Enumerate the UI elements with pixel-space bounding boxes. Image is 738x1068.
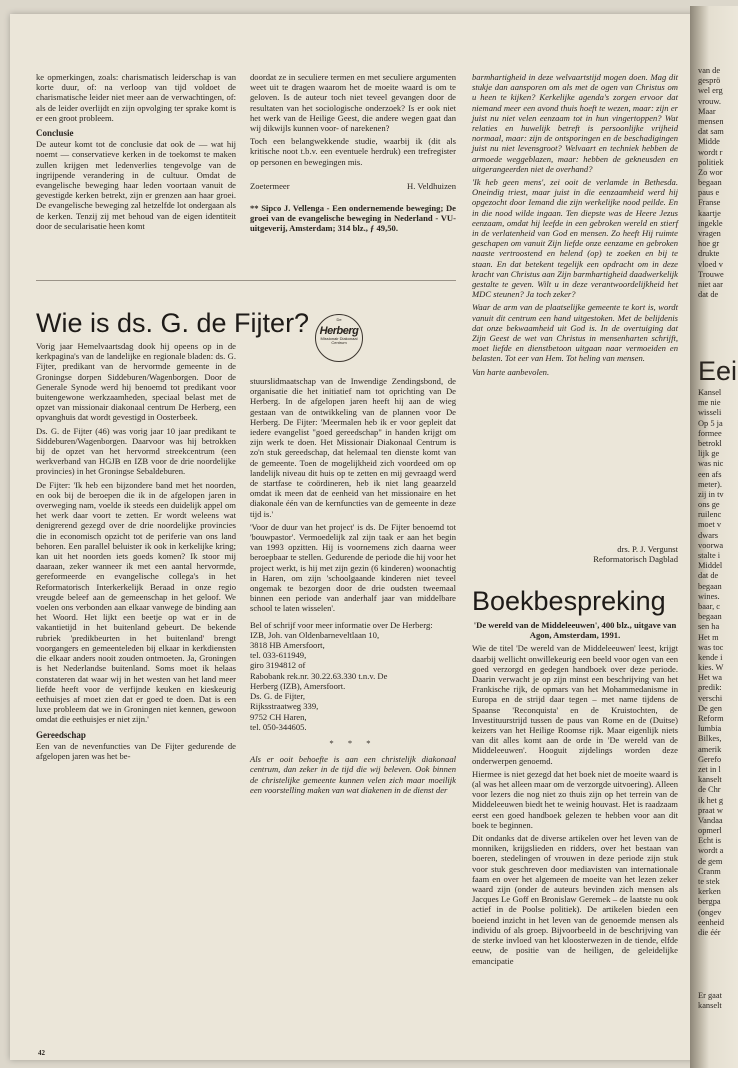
contact-line: Rijksstraatweg 339, xyxy=(250,701,319,712)
page-number: 42 xyxy=(38,1049,45,1057)
top-divider xyxy=(36,280,456,281)
subheading-gereedschap: Gereedschap xyxy=(36,729,86,740)
edge-text-fragment: vragen xyxy=(698,229,721,238)
edge-text-fragment: niet aar xyxy=(698,279,723,289)
contact-line: Ds. G. de Fijter, xyxy=(250,691,306,702)
col3-signature xyxy=(472,544,678,564)
contact-line: 9752 CH Haren, xyxy=(250,711,307,722)
edge-text-fragment: politiek xyxy=(698,157,724,167)
book-reference: ** Sipco J. Vellenga - Een ondernemende beweging; De groei van de evangelische beweging in Nederland - VU-uitgeverij, Amsterdam; 314 blz., ƒ 49,50. xyxy=(250,203,456,234)
edge-text-fragment: paus e xyxy=(698,188,720,198)
edge-text-fragment: Echt is xyxy=(698,836,722,846)
contact-line: tel. 033-611949, xyxy=(250,650,307,661)
edge-text-fragment: eenheid xyxy=(698,917,725,927)
edge-text-fragment: Vandaa xyxy=(698,815,723,825)
edge-text-fragment: ruilenc xyxy=(698,510,722,520)
edge-text-fragment: voorwa xyxy=(698,540,724,550)
edge-text-fragment: Middel xyxy=(698,561,723,571)
col3-paragraph-1: barmhartigheid in deze welvaartstijd mogen doen. Mag dit stukje dan aansporen om als met de ogen van Christus om u heen te kijken? Kerkelijke agenda's zorgen ervoor dat niemand meer een avond thuis hoeft te wezen, maar: zijn er juist nu niet velen eenzaam tot in hun vingertoppen? Wat relaties en huwelijk betreft is persoonlijke vrijheid normaal, maar: zijn de ontsporingen en de beschadigingen juist nu niet levensgroot? Welvaart en techniek hebben de armoede weggeblazen, maar: hebben de gekneusden en uitgerangeerden niet de overhand? xyxy=(472,72,678,174)
signature-place: Zoetermeer xyxy=(250,180,290,191)
edge-text-fragment: baar, c xyxy=(698,601,720,611)
article-paragraph: Vorig jaar Hemelvaartsdag dook hij opeens op in de kerkpagina's van de landelijke en regionale bladen: ds. G. Fijter, predikant van de hervormde gemeente in de Groningse dorpen Siddeburen/Wagenborgen. Door de Generale Synode werd hij benoemd tot predikant voor buitengewone werkzaamheden, speciaal belast met de opzet van missionair diakonaal centrum De Herberg, een opvanghuis dat wordt gevestigd in Oosterbeek. xyxy=(36,341,236,423)
edge-text-fragment: de Chr xyxy=(698,785,721,795)
edge-text-fragment: zij in tv xyxy=(698,489,724,499)
edge-text-fragment: was toc xyxy=(698,642,724,652)
edge-text-fragment: dat sam xyxy=(698,127,724,137)
signature-paper: Reformatorisch Dagblad xyxy=(593,554,678,565)
article-col1 xyxy=(36,341,236,764)
contact-block xyxy=(250,630,456,732)
article-paragraph: Ds. G. de Fijter (46) was vorig jaar 10 jaar predikant te Siddeburen/Wagenborgen. Daarvoor was hij betrokken bij de opzet van het hervormd streekcentrum (een werkverband van HGJB en IZB voor de drie noordelijke provincies) in het Groningse Sebaldeburen. xyxy=(36,425,236,477)
article-paragraph: Een van de nevenfuncties van De Fijter gedurende de afgelopen jaren was het be- xyxy=(36,740,236,761)
edge-text-fragment: wordt r xyxy=(698,147,723,157)
edge-text-fragment: dat de xyxy=(698,290,719,300)
edge-text-fragment: drukte xyxy=(698,249,720,259)
edge-text-fragment: die éér xyxy=(698,927,721,937)
edge-text-fragment: stalte i xyxy=(698,551,721,560)
closing-paragraph: Als er ooit behoefte is aan een christelijk diakonaal centrum, dan zeker in de tijd die wij beleven. Ook binnen de christelijke gemeente kunnen velen zich maar moeilijk een voorstelling maken van wat diakenen in de dienst der xyxy=(250,754,456,795)
edge-text-fragment: lumbia xyxy=(698,724,722,734)
edge-text-fragment: dat de xyxy=(698,571,719,581)
edge-text-fragment: kies. W xyxy=(698,663,724,673)
edge-text-fragment: begaan xyxy=(698,178,722,188)
edge-text-fragment: praat w xyxy=(698,805,723,815)
edge-text-fragment: Bilkes, xyxy=(698,734,722,744)
review-paragraph: Dit ondanks dat de diverse artikelen over het leven van de monniken, krijgslieden en ridders, over het bestaan van boeren, stedelingen of vrouwen in deze periode zijn stuk voor stuk geschreven door mediavisten van internationale faam en over het algemeen de moeite van het lezen zeker waard zijn (onder de auteurs bevinden zich mensen als Jacques Le Goff en Bronislaw Geremek – de laatste nu ook actief in de Poolse politiek). De artikelen bieden een boeiend inzicht in het leven van de genoemde mensen als individu of als groep. Bijvoorbeeld in de beschrijving van de sterke invloed van het kloosterwezen in de tiende, elfde eeuw, de positie van de heiligen, de geleidelijke emancipatie xyxy=(472,833,678,966)
edge-text-fragment: me nie xyxy=(698,398,721,408)
edge-heading: Eei xyxy=(698,356,738,386)
section-stars: * * * xyxy=(329,737,377,748)
edge-text-fragment: van de xyxy=(698,66,721,75)
edge-text-fragment: de gem xyxy=(698,856,723,866)
edge-text-fragment: wel erg xyxy=(698,86,723,96)
edge-text-fragment: Het m xyxy=(698,632,719,642)
edge-text-fragment: hoe gr xyxy=(698,239,720,249)
edge-text-fragment: Midde xyxy=(698,137,720,147)
contact-line: Herberg (IZB), Amersfoort. xyxy=(250,680,346,691)
contact-line: Rabobank rek.nr. 30.22.63.330 t.n.v. De xyxy=(250,670,388,681)
edge-text-fragment: Franse xyxy=(698,198,721,208)
col3-top xyxy=(472,72,678,380)
review-title: Boekbespreking xyxy=(472,586,666,616)
edge-text-fragment: De gen xyxy=(698,703,722,713)
edge-text-fragment: sen ha xyxy=(698,622,720,632)
adjacent-page-edge xyxy=(690,6,738,1068)
col1-top xyxy=(36,72,236,234)
edge-top-lines xyxy=(698,66,724,300)
article-paragraph: De Fijter: 'Ik heb een bijzondere band met het noorden, en ook bij de beroepen die ik in de afgelopen jaren in overweging nam, voelde ik steeds een duidelijk appel om het werk daar voort te zetten. Er wordt weleens wat denigrerend gezegd over de drie noordelijke provincies die in economisch opzicht tot de periferie van ons land behoren. Een parallel beluister ik ook in kerkelijke kring; kan uit het noorden iets goeds komen? Ik stoor mij daaraan, zeker wanneer ik met een aantal hervormde, gereformeerde en evangelische collega's in het Reformatorisch Interkerkelijk Beraad in onze regio vreugde beleef aan de gemeenschap in het geloof. We voelen ons verbonden aan elkaar vanwege de binding aan het Woord. Het lijkt een beetje op wat er in de vakantietijd in het buitenland gebeurt. De bekende rubriek 'predikbeurten in het buitenland' brengt voorgangers en gemeenteleden bij elkaar in kerkdiensten die elkaar anders nooit zouden ontmoeten. Ja, Groningen is het Nederlandse buitenland. Soms moet ik helaas constateren dat waar wij in het westen van het land meer liefde heeft voor de verfijnde keuken en kieskeurig eethuisjes af moet zien dat er goed te doen. Dat is een luxe probleem dat we in Groningen niet kennen, gewoon omdat die eethuisjes er niet zijn.' xyxy=(36,479,236,725)
col3-paragraph-2: 'Ik heb geen mens', zei ooit de verlamde in Bethesda. Oneindig triest, maar juist in die eenzaamheid werd hij opgezocht door Iemand die zijn werkelijke nood peilde. En in die nood wilde ingaan. Ten diepste was de Heere Jezus eenzaam, omdat hij leefde in een gebroken wereld en stierf in de verlatenheid van God en mensen. Zo heeft Hij ruimte geschapen om vanuit Zijn liefde onze eenzame en gebroken naaste vertroostend en helend (op) te zoeken en bij te staan. En dat betekent tegelijk een opdracht om in deze kracht van Christus aan Zijn barmhartigheid daadwerkelijk gestalte te geven. Wilt u in deze verantwoordelijkheid het MDC steunen? Ja toch zeker? xyxy=(472,177,678,300)
col2-top xyxy=(250,72,456,237)
review-body-paragraph-2: Toch een belangwekkende studie, waarbij ik (dit als kritische noot t.b.v. een eventuele herdruk) een trefregister op personen en bewegingen mis. xyxy=(250,136,456,167)
edge-text-fragment: Op 5 ja xyxy=(698,418,723,428)
edge-text-fragment: opmerl xyxy=(698,826,722,836)
edge-text-fragment: dwars xyxy=(698,530,719,540)
edge-text-fragment: amerik xyxy=(698,744,722,754)
article-col2 xyxy=(250,376,456,798)
intro-paragraph: ke opmerkingen, zoals: charismatisch leiderschap is van korte duur, of: na verloop van tijd voldoet de charismatische leider niet meer aan de verwachtingen, of: als de leider overlijdt en zijn opvolging ter sprake komt is er een groot probleem. xyxy=(36,72,236,123)
edge-text-fragment: Zo wor xyxy=(698,167,723,177)
signature-line xyxy=(250,181,456,191)
edge-text-fragment: was nic xyxy=(698,459,724,469)
article-title: Wie is ds. G. de Fijter? xyxy=(36,308,310,338)
logo-caption: Missionair Diakonaal Centrum xyxy=(320,335,358,345)
edge-text-fragment: kende i xyxy=(698,652,723,662)
edge-text-fragment: verschi xyxy=(698,693,723,703)
conclusion-paragraph: De auteur komt tot de conclusie dat ook de — wat hij noemt — conservatieve kerken in de toekomst te maken zullen krijgen met ledenverlies tengevolge van de ingrijpende verandering in de cultuur. Omdat de evangelische beweging haar leden voortaan vanuit de gevestigde kerken betrekt, zijn er grenzen aan haar groei. De evangelische beweging zal hetzelfde lot ondergaan als de kerken. Tenzij zij met behoud van de eigen identiteit door de secularisatie heen komt xyxy=(36,139,236,231)
edge-body-lines xyxy=(698,388,724,938)
edge-text-fragment: een afs xyxy=(698,469,722,479)
edge-text-fragment: kerken xyxy=(698,887,721,897)
review-body-paragraph: doordat ze in seculiere termen en met seculiere argumenten weet uit te dragen waarom het de moeite waard is om te geloven. Is de auteur toch niet teveel gevangen door de resultaten van het sociologische onderzoek? Is er ook niet het werk van de Heilige Geest, die andere wegen gaat dan wij dikwijls kunnen voor- of narekenen? xyxy=(250,72,456,134)
conclusion-heading: Conclusie xyxy=(36,128,74,139)
edge-text-fragment: kanselt xyxy=(698,1001,722,1011)
edge-text-fragment: wisseli xyxy=(698,408,722,418)
logo-tag: De xyxy=(336,317,342,322)
edge-text-fragment: mensen xyxy=(698,116,724,126)
edge-text-fragment: Cranm xyxy=(698,866,721,876)
edge-text-fragment: ik het g xyxy=(698,795,724,805)
edge-text-fragment: Kansel xyxy=(698,388,722,397)
signature-name: drs. P. J. Vergunst xyxy=(617,544,678,554)
col3-paragraph-3: Waar de arm van de plaatselijke gemeente te kort is, wordt vanuit dit centrum een hand uitgestoken. Met de belijdenis dat onze bekwaamheid uit God is. In de overtuiging dat Zijn Geest de wet van Christus in mensenharten schrijft, moet liefde en dienstbetoon uitgaan naar vermoeiden en belasten. Tot eer van Hem. Tot heling van mensen. xyxy=(472,302,678,364)
edge-text-fragment: Het wa xyxy=(698,673,722,683)
contact-line: 3818 HB Amersfoort, xyxy=(250,640,325,651)
edge-text-fragment: gesprö xyxy=(698,76,721,86)
edge-text-fragment: Reform xyxy=(698,714,724,723)
edge-text-fragment: vrouw. xyxy=(698,96,721,106)
edge-text-fragment: (ongev xyxy=(698,907,722,917)
edge-text-fragment: kanselt xyxy=(698,775,722,785)
edge-text-fragment: ons ge xyxy=(698,500,720,510)
edge-text-fragment: begaan xyxy=(698,581,722,591)
contact-line: IZB, Joh. van Oldenbarneveltlaan 10, xyxy=(250,629,380,640)
edge-text-fragment: predik: xyxy=(698,683,722,693)
edge-text-fragment: vloed v xyxy=(698,259,723,269)
edge-text-fragment: formee xyxy=(698,428,722,438)
herberg-logo xyxy=(315,314,363,362)
review-paragraph: Wie de titel 'De wereld van de Middeleeuwen' leest, krijgt daarbij wellicht onwillekeurig een beeld voor ogen van een goed verzorgd en gedegen handboek over deze periode. Daarin verwacht je op zijn minst een beschrijving van het Frankische rijk, de opmars van het Mohammedanisme in Europa en de strijd daar tegen – met name tijdens de Spaanse 'Reconquista' en de Kruistochten, de Investituurstrijd tussen de paus van Rome en de (Duitse) keizers van het Heilige Roomse rijk. Maar eigenlijk niets van dit alles komt aan de orde in 'De wereld van de Middeleeuwen'. Hooguit zijdelings worden deze onderwerpen genoemd. xyxy=(472,643,678,766)
article-paragraph: stuurslidmaatschap van de Inwendige Zendingsbond, de organisatie die het initiatief nam tot oprichting van De Herberg. In de afgelopen jaren heeft hij aan de wieg gestaan van de ontwikkeling van de plannen voor De Herberg. De Fijter: 'Meermalen heb ik er voor gepleit dat iedere evangelist "goed gereedschap" in handen krijgt om zijn werk te doen. Het Missionair Diakonaal Centrum is zo'n stuk gereedschap, dat helemaal ten dienste komt van de gemeente. Toen de mogelijkheid zich voordeed om op landelijk niveau dit huis op te zetten en mij gevraagd werd de startfase te coördineren, heb ik niet lang geaarzeld omdat ik meen dat de eenheid van het missionaire en het diakonale één van de kernfuncties van de gemeente in deze tijd is.' xyxy=(250,376,456,519)
edge-text-fragment: begaan xyxy=(698,612,722,622)
contact-line: giro 3194812 of xyxy=(250,660,306,671)
edge-text-fragment: te stek xyxy=(698,877,720,886)
edge-text-fragment: moet v xyxy=(698,520,722,530)
edge-text-fragment: meter). xyxy=(698,479,722,489)
edge-text-fragment: Maar xyxy=(698,106,716,116)
edge-bottom-lines xyxy=(698,991,722,1011)
edge-text-fragment: Trouwe xyxy=(698,269,724,279)
edge-text-fragment: wines. xyxy=(698,591,720,601)
review-paragraph: Hiermee is niet gezegd dat het boek niet de moeite waard is (al was het alleen maar om de verzorgde uitvoering). Alleen voor lezers die nog niet zo thuis zijn op het terrein van de Middeleeuwen biedt het te weinig houvast. Het is raadzaam eerst een goed handboek gelezen te hebben voor aan dit boek te beginnen. xyxy=(472,768,679,830)
contact-line: tel. 050-344605. xyxy=(250,721,307,732)
col3-paragraph-4: Van harte aanbevolen. xyxy=(472,366,550,377)
newspaper-page xyxy=(10,14,700,1060)
edge-text-fragment: bergpa xyxy=(698,897,721,907)
review-body xyxy=(472,620,678,969)
edge-text-fragment: lijk ge xyxy=(698,449,720,459)
edge-text-fragment: ingekle xyxy=(698,218,723,228)
signature-author: H. Veldhuizen xyxy=(406,180,456,191)
article-paragraph: 'Voor de duur van het project' is ds. De Fijter benoemd tot 'bouwpastor'. Vermoedelijk zal zijn taak er aan het begin van 1993 opzitten. Hij is voornemens zich daarna weer beroepbaar te stellen. Gedurende de periode die hij voor het project werkt, is hij met zijn gezin (6 kinderen) woonachtig in Haren, om zijn 'schoolgaande kinderen niet teveel ongemak te bezorgen door de drie oudsten tweemaal binnen een periode van anderhalf jaar van middelbare school te laten wisselen'. xyxy=(250,521,456,614)
edge-text-fragment: zet in l xyxy=(698,764,721,774)
edge-text-fragment: Er gaat xyxy=(698,991,722,1000)
edge-text-fragment: betrokl xyxy=(698,438,722,448)
edge-text-fragment: kaartje xyxy=(698,208,721,218)
edge-text-fragment: Gerefo xyxy=(698,754,722,764)
contact-intro: Bel of schrijf voor meer informatie over De Herberg: xyxy=(250,619,433,630)
logo-brand: Herberg xyxy=(319,324,359,337)
review-subtitle: 'De wereld van de Middeleeuwen', 400 blz., uitgave van Agon, Amsterdam, 1991. xyxy=(473,620,677,641)
edge-text-fragment: wordt a xyxy=(698,846,724,856)
